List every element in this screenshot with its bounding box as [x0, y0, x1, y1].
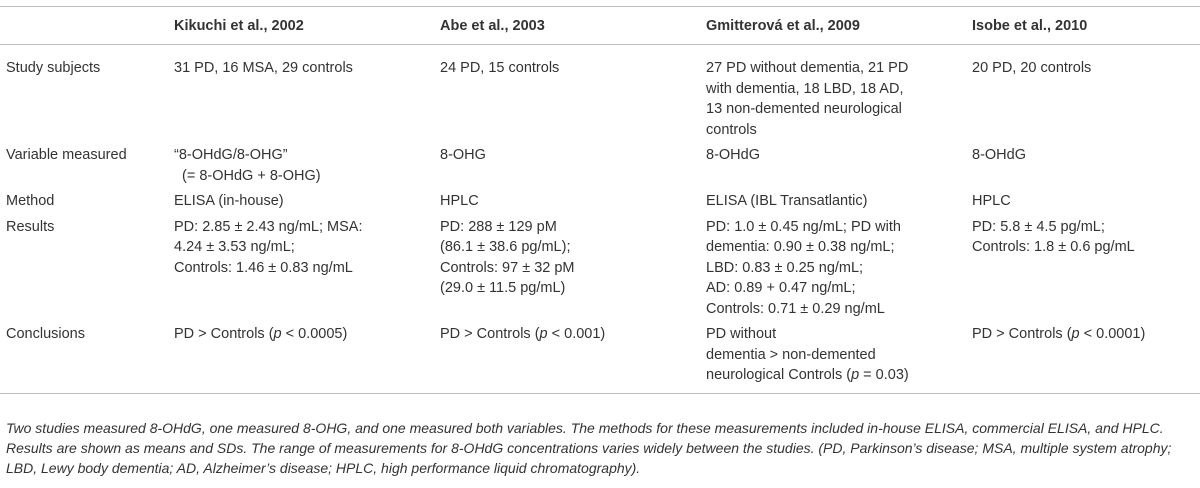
table-cell	[168, 217, 434, 325]
cell-line: PD: 2.85 ± 2.43 ng/mL; MSA:	[174, 218, 363, 235]
row-label: Conclusions	[6, 326, 85, 342]
header-empty	[0, 7, 168, 45]
conclusion-text: neurological Controls (	[706, 367, 852, 383]
cell-line: 8-OHG	[440, 147, 486, 163]
cell-line	[174, 324, 428, 345]
cell-line: Controls: 0.71 ± 0.29 ng/mL	[706, 300, 885, 317]
p-value-symbol: p	[273, 326, 282, 342]
table-row-method	[0, 191, 1200, 217]
cell-line: controls	[706, 121, 757, 138]
cell-line: PD: 5.8 ± 4.5 pg/mL;	[972, 218, 1105, 235]
cell-line: 31 PD, 16 MSA, 29 controls	[174, 60, 353, 76]
header-abe-2003: Abe et al., 2003	[440, 18, 545, 34]
cell-line: PD: 1.0 ± 0.45 ng/mL; PD with	[706, 218, 901, 235]
cell-line: 27 PD without dementia, 21 PD	[706, 60, 909, 76]
table-cell	[700, 324, 966, 393]
row-label: Method	[6, 193, 55, 209]
table-cell	[966, 45, 1200, 146]
conclusion-text: < 0.0005)	[281, 326, 348, 342]
table-header	[0, 7, 1200, 45]
header-row	[0, 7, 1200, 45]
table-row-results	[0, 217, 1200, 325]
table-cell	[700, 217, 966, 325]
p-value-symbol: p	[851, 367, 860, 383]
table-footnote: Two studies measured 8-OHdG, one measured 8-OHG, and one measured both variables. The methods for these measurements included in-house ELISA, commercial ELISA, and HPLC. Results are shown as means and SDs. The range of measurements for 8-OHdG concentrations varies widely between the studies. (PD, Parkinson’s disease; MSA, multiple system atrophy; LBD, Lewy body dementia; AD, Alzheimer’s disease; HPLC, high performance liquid chromatography).	[6, 420, 1172, 476]
cell-line	[706, 365, 960, 386]
table-cell	[966, 324, 1200, 393]
row-label: Results	[6, 218, 55, 235]
table-cell	[700, 191, 966, 217]
cell-line: HPLC	[972, 193, 1011, 209]
p-value-symbol: p	[1071, 326, 1080, 342]
table-cell	[966, 145, 1200, 191]
table-row-conclusions	[0, 324, 1200, 393]
table-row-variable-measured	[0, 145, 1200, 191]
cell-line: 8-OHdG	[706, 147, 760, 163]
table-cell	[168, 324, 434, 393]
table-body	[0, 45, 1200, 394]
table-cell	[434, 324, 700, 393]
conclusion-text: < 0.0001)	[1079, 326, 1146, 342]
cell-line: LBD: 0.83 ± 0.25 ng/mL;	[706, 259, 864, 276]
cell-line	[440, 324, 694, 345]
cell-line: PD without	[706, 326, 777, 342]
conclusion-text: PD > Controls (	[972, 326, 1072, 342]
header-gmitterova-2009: Gmitterová et al., 2009	[706, 18, 860, 34]
cell-line: Controls: 97 ± 32 pM	[440, 259, 575, 276]
conclusion-text: = 0.03)	[859, 367, 909, 383]
table-cell	[168, 145, 434, 191]
table-cell	[434, 217, 700, 325]
cell-line: with dementia, 18 LBD, 18 AD,	[706, 80, 904, 97]
cell-line: ELISA (IBL Transatlantic)	[706, 193, 868, 209]
cell-line: 4.24 ± 3.53 ng/mL;	[174, 239, 295, 255]
table-cell	[966, 217, 1200, 325]
cell-line: (29.0 ± 11.5 pg/mL)	[440, 280, 566, 296]
cell-line: 20 PD, 20 controls	[972, 60, 1092, 76]
cell-line: HPLC	[440, 193, 479, 209]
cell-line: 24 PD, 15 controls	[440, 60, 560, 76]
row-label: Variable measured	[6, 147, 127, 163]
row-label: Study subjects	[6, 60, 101, 76]
cell-line: dementia: 0.90 ± 0.38 ng/mL;	[706, 239, 895, 255]
header-kikuchi-2002: Kikuchi et al., 2002	[174, 18, 304, 34]
table-cell	[434, 145, 700, 191]
conclusion-text: PD > Controls (	[174, 326, 274, 342]
cell-line: AD: 0.89 + 0.47 ng/mL;	[706, 280, 856, 296]
cell-line: 13 non-demented neurological	[706, 101, 902, 117]
cell-line: dementia > non-demented	[706, 346, 876, 363]
table-cell	[700, 145, 966, 191]
table-cell	[966, 191, 1200, 217]
cell-line	[972, 324, 1194, 345]
table-cell	[434, 45, 700, 146]
table-cell	[434, 191, 700, 217]
table-cell	[700, 45, 966, 146]
cell-line: Controls: 1.46 ± 0.83 ng/mL	[174, 259, 353, 276]
header-isobe-2010: Isobe et al., 2010	[972, 18, 1088, 34]
cell-line: PD: 288 ± 129 pM	[440, 218, 557, 235]
cell-line: (= 8-OHdG + 8-OHG)	[182, 167, 321, 184]
comparison-table	[0, 6, 1200, 394]
cell-line: Controls: 1.8 ± 0.6 pg/mL	[972, 239, 1135, 255]
cell-line: “8-OHdG/8-OHG”	[174, 147, 288, 163]
table-cell	[168, 191, 434, 217]
table-row-study-subjects	[0, 45, 1200, 146]
cell-line: (86.1 ± 38.6 pg/mL);	[440, 239, 571, 255]
cell-line: ELISA (in-house)	[174, 193, 284, 209]
cell-line: 8-OHdG	[972, 147, 1026, 163]
p-value-symbol: p	[539, 326, 548, 342]
conclusion-text: PD > Controls (	[440, 326, 540, 342]
table-cell	[168, 45, 434, 146]
conclusion-text: < 0.001)	[547, 326, 606, 342]
